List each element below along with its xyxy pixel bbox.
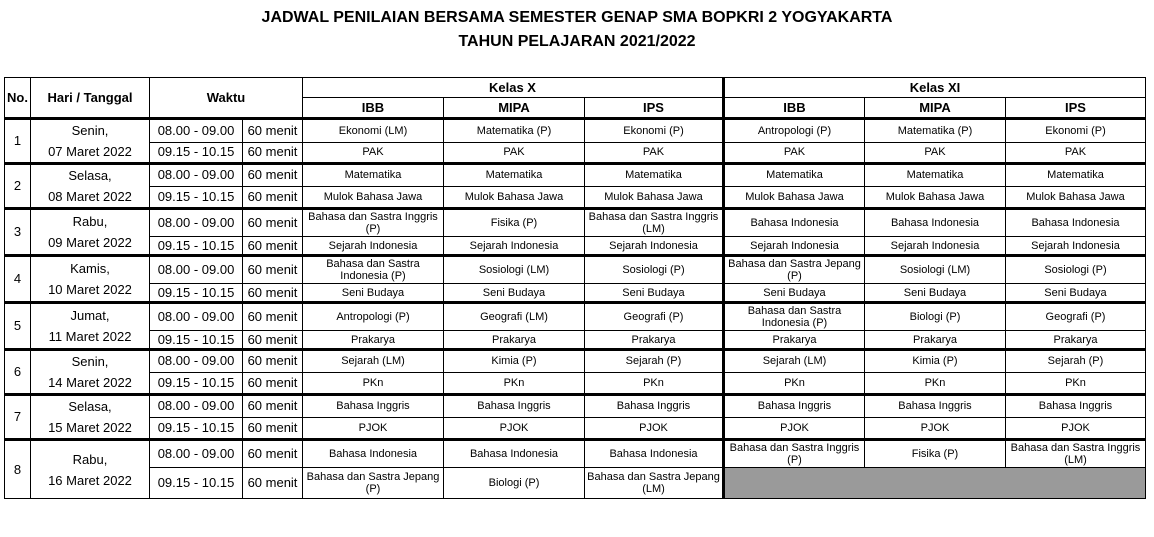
day-date-cell bbox=[31, 303, 150, 350]
subject-cell: Matematika bbox=[1006, 164, 1146, 187]
subject-cell: Mulok Bahasa Jawa bbox=[724, 186, 865, 209]
duration: 60 menit bbox=[243, 186, 303, 209]
day-date-cell bbox=[31, 395, 150, 440]
table-row bbox=[5, 164, 1146, 187]
row-number: 7 bbox=[5, 395, 31, 440]
subject-cell: Mulok Bahasa Jawa bbox=[1006, 186, 1146, 209]
header-waktu: Waktu bbox=[150, 78, 303, 119]
subject-cell: Bahasa Inggris bbox=[303, 395, 444, 418]
subject-cell: Ekonomi (LM) bbox=[303, 119, 444, 143]
subject-cell: Bahasa Inggris bbox=[1006, 395, 1146, 418]
table-row bbox=[5, 350, 1146, 373]
subject-cell: PKn bbox=[724, 372, 865, 395]
subject-cell: Matematika bbox=[444, 164, 585, 187]
time-slot: 08.00 - 09.00 bbox=[150, 303, 243, 331]
table-row bbox=[5, 417, 1146, 440]
subject-cell: PAK bbox=[1006, 142, 1146, 163]
table-row bbox=[5, 372, 1146, 395]
time-slot: 09.15 - 10.15 bbox=[150, 372, 243, 395]
subject-cell: PJOK bbox=[585, 417, 724, 440]
subject-cell: Sejarah Indonesia bbox=[865, 237, 1006, 256]
subject-cell: Seni Budaya bbox=[585, 284, 724, 303]
subject-cell: Mulok Bahasa Jawa bbox=[303, 186, 444, 209]
subject-cell: Prakarya bbox=[303, 331, 444, 350]
subject-cell: Bahasa dan Sastra Inggris (LM) bbox=[1006, 440, 1146, 468]
empty-gray-cell bbox=[724, 468, 1146, 499]
day-date-cell bbox=[31, 209, 150, 256]
subject-cell: Bahasa Inggris bbox=[724, 395, 865, 418]
table-row bbox=[5, 284, 1146, 303]
subject-cell: Antropologi (P) bbox=[724, 119, 865, 143]
subject-cell: Bahasa Indonesia bbox=[585, 440, 724, 468]
subject-cell: Antropologi (P) bbox=[303, 303, 444, 331]
subject-cell: Sejarah Indonesia bbox=[303, 237, 444, 256]
day-name: Jumat, bbox=[70, 308, 110, 323]
exam-date: 16 Maret 2022 bbox=[48, 472, 132, 488]
time-slot: 08.00 - 09.00 bbox=[150, 119, 243, 143]
row-number: 2 bbox=[5, 164, 31, 209]
subject-cell: Prakarya bbox=[444, 331, 585, 350]
header-no: No. bbox=[5, 78, 31, 119]
table-row bbox=[5, 142, 1146, 163]
subject-cell: Biologi (P) bbox=[865, 303, 1006, 331]
table-row bbox=[5, 237, 1146, 256]
subject-cell: PKn bbox=[303, 372, 444, 395]
table-row bbox=[5, 395, 1146, 418]
day-date-cell bbox=[31, 350, 150, 395]
day-name: Senin, bbox=[71, 354, 109, 369]
subject-cell: Matematika bbox=[865, 164, 1006, 187]
time-slot: 09.15 - 10.15 bbox=[150, 331, 243, 350]
duration: 60 menit bbox=[243, 256, 303, 284]
subject-cell: Ekonomi (P) bbox=[1006, 119, 1146, 143]
subject-cell: Bahasa dan Sastra Jepang (P) bbox=[303, 468, 444, 499]
subject-cell: Sejarah Indonesia bbox=[444, 237, 585, 256]
subject-cell: Seni Budaya bbox=[303, 284, 444, 303]
duration: 60 menit bbox=[243, 119, 303, 143]
header-kelas-xi: Kelas XI bbox=[724, 78, 1146, 98]
subject-cell: Geografi (P) bbox=[1006, 303, 1146, 331]
header-x-ips: IPS bbox=[585, 98, 724, 119]
subject-cell: Sosiologi (LM) bbox=[444, 256, 585, 284]
subject-cell: Mulok Bahasa Jawa bbox=[585, 186, 724, 209]
duration: 60 menit bbox=[243, 372, 303, 395]
subject-cell: Bahasa Indonesia bbox=[1006, 209, 1146, 237]
subject-cell: Kimia (P) bbox=[444, 350, 585, 373]
header-xi-ips: IPS bbox=[1006, 98, 1146, 119]
header-x-mipa: MIPA bbox=[444, 98, 585, 119]
subject-cell: Bahasa Inggris bbox=[444, 395, 585, 418]
exam-date: 07 Maret 2022 bbox=[48, 144, 132, 159]
subject-cell: PJOK bbox=[444, 417, 585, 440]
duration: 60 menit bbox=[243, 284, 303, 303]
exam-date: 11 Maret 2022 bbox=[48, 329, 132, 344]
subject-cell: Bahasa Indonesia bbox=[444, 440, 585, 468]
row-number: 8 bbox=[5, 440, 31, 499]
time-slot: 08.00 - 09.00 bbox=[150, 350, 243, 373]
subject-cell: Geografi (P) bbox=[585, 303, 724, 331]
row-number: 3 bbox=[5, 209, 31, 256]
duration: 60 menit bbox=[243, 303, 303, 331]
subject-cell: Bahasa dan Sastra Inggris (LM) bbox=[585, 209, 724, 237]
subject-cell: Sosiologi (LM) bbox=[865, 256, 1006, 284]
subject-cell: PAK bbox=[585, 142, 724, 163]
subject-cell: PKn bbox=[865, 372, 1006, 395]
subject-cell: Matematika (P) bbox=[444, 119, 585, 143]
duration: 60 menit bbox=[243, 417, 303, 440]
subject-cell: PAK bbox=[444, 142, 585, 163]
day-date-cell bbox=[31, 119, 150, 164]
subject-cell: PKn bbox=[585, 372, 724, 395]
subject-cell: Bahasa Indonesia bbox=[865, 209, 1006, 237]
exam-date: 08 Maret 2022 bbox=[48, 189, 132, 204]
day-name: Selasa, bbox=[68, 168, 112, 183]
subject-cell: PAK bbox=[724, 142, 865, 163]
header-xi-ibb: IBB bbox=[724, 98, 865, 119]
row-number: 5 bbox=[5, 303, 31, 350]
day-date-cell bbox=[31, 256, 150, 303]
subject-cell: Seni Budaya bbox=[865, 284, 1006, 303]
time-slot: 09.15 - 10.15 bbox=[150, 417, 243, 440]
day-name: Rabu, bbox=[72, 214, 108, 229]
duration: 60 menit bbox=[243, 440, 303, 468]
subject-cell: Geografi (LM) bbox=[444, 303, 585, 331]
time-slot: 08.00 - 09.00 bbox=[150, 256, 243, 284]
subject-cell: PJOK bbox=[1006, 417, 1146, 440]
day-name: Senin, bbox=[71, 123, 109, 138]
subject-cell: Sejarah (LM) bbox=[724, 350, 865, 373]
exam-date: 14 Maret 2022 bbox=[48, 375, 132, 390]
subject-cell: Bahasa dan Sastra Inggris (P) bbox=[303, 209, 444, 237]
day-date-cell bbox=[31, 440, 150, 499]
table-row bbox=[5, 440, 1146, 468]
subject-cell: Sosiologi (P) bbox=[1006, 256, 1146, 284]
subject-cell: Bahasa dan Sastra Jepang (P) bbox=[724, 256, 865, 284]
time-slot: 09.15 - 10.15 bbox=[150, 186, 243, 209]
duration: 60 menit bbox=[243, 468, 303, 499]
subject-cell: PJOK bbox=[724, 417, 865, 440]
subject-cell: Bahasa dan Sastra Jepang (LM) bbox=[585, 468, 724, 499]
subject-cell: Sejarah (P) bbox=[585, 350, 724, 373]
time-slot: 09.15 - 10.15 bbox=[150, 237, 243, 256]
table-row bbox=[5, 209, 1146, 237]
header-xi-mipa: MIPA bbox=[865, 98, 1006, 119]
subject-cell: Bahasa Inggris bbox=[865, 395, 1006, 418]
document-subtitle: TAHUN PELAJARAN 2021/2022 bbox=[458, 33, 696, 50]
header-x-ibb: IBB bbox=[303, 98, 444, 119]
subject-cell: Mulok Bahasa Jawa bbox=[444, 186, 585, 209]
subject-cell: Matematika bbox=[724, 164, 865, 187]
subject-cell: Bahasa dan Sastra Indonesia (P) bbox=[303, 256, 444, 284]
table-row bbox=[5, 186, 1146, 209]
subject-cell: Mulok Bahasa Jawa bbox=[865, 186, 1006, 209]
duration: 60 menit bbox=[243, 350, 303, 373]
subject-cell: Sejarah (LM) bbox=[303, 350, 444, 373]
subject-cell: PAK bbox=[303, 142, 444, 163]
subject-cell: Seni Budaya bbox=[1006, 284, 1146, 303]
day-name: Rabu, bbox=[72, 451, 108, 467]
table-row bbox=[5, 119, 1146, 143]
time-slot: 09.15 - 10.15 bbox=[150, 468, 243, 499]
subject-cell: Fisika (P) bbox=[444, 209, 585, 237]
subject-cell: Ekonomi (P) bbox=[585, 119, 724, 143]
subject-cell: PKn bbox=[444, 372, 585, 395]
subject-cell: Matematika bbox=[303, 164, 444, 187]
subject-cell: Bahasa Inggris bbox=[585, 395, 724, 418]
row-number: 1 bbox=[5, 119, 31, 164]
duration: 60 menit bbox=[243, 209, 303, 237]
table-row bbox=[5, 468, 1146, 499]
subject-cell: Bahasa Indonesia bbox=[724, 209, 865, 237]
subject-cell: Sejarah Indonesia bbox=[1006, 237, 1146, 256]
subject-cell: Bahasa Indonesia bbox=[303, 440, 444, 468]
table-row bbox=[5, 256, 1146, 284]
day-date-cell bbox=[31, 164, 150, 209]
exam-date: 10 Maret 2022 bbox=[48, 282, 132, 297]
subject-cell: PJOK bbox=[303, 417, 444, 440]
time-slot: 08.00 - 09.00 bbox=[150, 209, 243, 237]
time-slot: 08.00 - 09.00 bbox=[150, 164, 243, 187]
subject-cell: PKn bbox=[1006, 372, 1146, 395]
subject-cell: Sejarah Indonesia bbox=[724, 237, 865, 256]
subject-cell: Prakarya bbox=[724, 331, 865, 350]
time-slot: 09.15 - 10.15 bbox=[150, 142, 243, 163]
day-name: Selasa, bbox=[68, 399, 112, 414]
schedule-body bbox=[5, 119, 1146, 499]
subject-cell: Prakarya bbox=[1006, 331, 1146, 350]
subject-cell: Kimia (P) bbox=[865, 350, 1006, 373]
subject-cell: Biologi (P) bbox=[444, 468, 585, 499]
exam-date: 09 Maret 2022 bbox=[48, 235, 132, 250]
row-number: 4 bbox=[5, 256, 31, 303]
subject-cell: Sejarah (P) bbox=[1006, 350, 1146, 373]
exam-date: 15 Maret 2022 bbox=[48, 420, 132, 435]
subject-cell: Prakarya bbox=[865, 331, 1006, 350]
subject-cell: Bahasa dan Sastra Inggris (P) bbox=[724, 440, 865, 468]
subject-cell: PJOK bbox=[865, 417, 1006, 440]
subject-cell: Matematika bbox=[585, 164, 724, 187]
schedule-table bbox=[4, 77, 1146, 499]
subject-cell: Fisika (P) bbox=[865, 440, 1006, 468]
header-hari-tanggal: Hari / Tanggal bbox=[31, 78, 150, 119]
subject-cell: Bahasa dan Sastra Indonesia (P) bbox=[724, 303, 865, 331]
table-row bbox=[5, 331, 1146, 350]
subject-cell: PAK bbox=[865, 142, 1006, 163]
subject-cell: Matematika (P) bbox=[865, 119, 1006, 143]
duration: 60 menit bbox=[243, 142, 303, 163]
row-number: 6 bbox=[5, 350, 31, 395]
subject-cell: Prakarya bbox=[585, 331, 724, 350]
time-slot: 08.00 - 09.00 bbox=[150, 440, 243, 468]
subject-cell: Sejarah Indonesia bbox=[585, 237, 724, 256]
subject-cell: Sosiologi (P) bbox=[585, 256, 724, 284]
duration: 60 menit bbox=[243, 237, 303, 256]
document-title: JADWAL PENILAIAN BERSAMA SEMESTER GENAP SMA BOPKRI 2 YOGYAKARTA bbox=[261, 9, 893, 26]
time-slot: 08.00 - 09.00 bbox=[150, 395, 243, 418]
duration: 60 menit bbox=[243, 164, 303, 187]
header-kelas-x: Kelas X bbox=[303, 78, 724, 98]
subject-cell: Seni Budaya bbox=[724, 284, 865, 303]
duration: 60 menit bbox=[243, 331, 303, 350]
table-row bbox=[5, 303, 1146, 331]
subject-cell: Seni Budaya bbox=[444, 284, 585, 303]
day-name: Kamis, bbox=[70, 261, 110, 276]
duration: 60 menit bbox=[243, 395, 303, 418]
time-slot: 09.15 - 10.15 bbox=[150, 284, 243, 303]
